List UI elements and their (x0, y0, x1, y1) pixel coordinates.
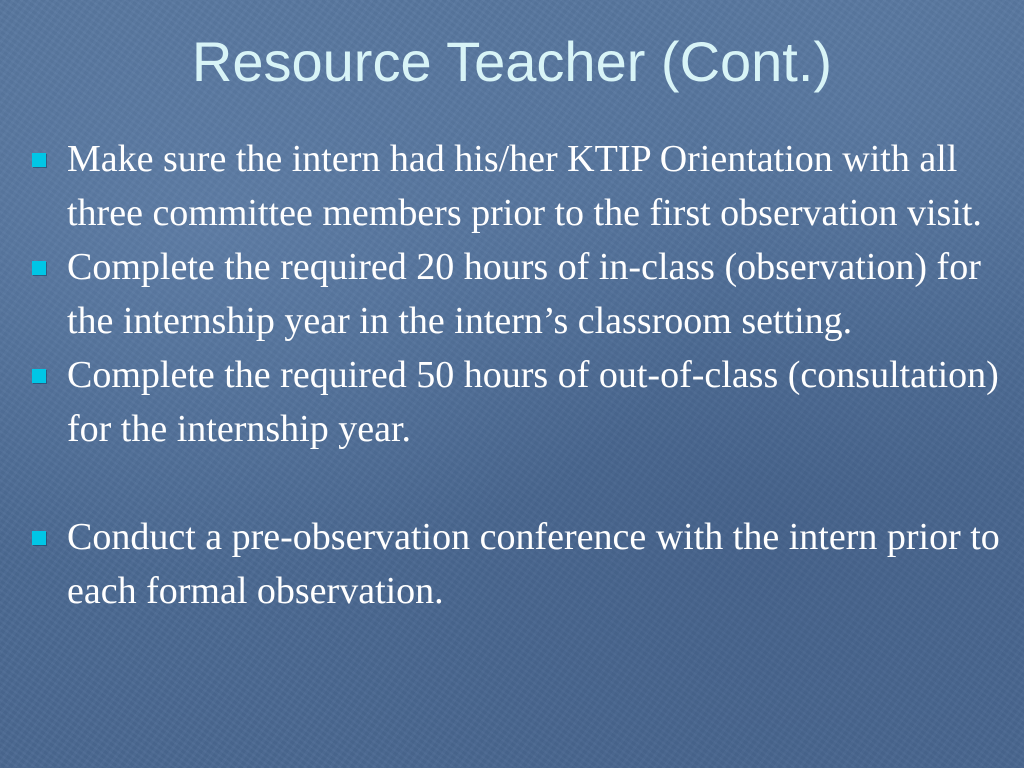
bullet-text: Complete the required 20 hours of in-class (observation) for the internship year in the intern’s classroom setting. (67, 246, 981, 342)
bullet-item (28, 510, 1003, 618)
square-bullet-icon (32, 153, 46, 167)
bullet-text: Conduct a pre-observation conference with the intern prior to each formal observation. (67, 516, 1000, 612)
bullet-item (28, 348, 1003, 456)
bullet-text: Make sure the intern had his/her KTIP Orientation with all three committee members prior to the first observation visit. (67, 138, 982, 234)
square-bullet-icon (32, 261, 46, 275)
bullet-list (28, 132, 1003, 618)
slide-title: Resource Teacher (Cont.) (191, 30, 833, 93)
bullet-item (28, 240, 1003, 348)
bullet-text: Complete the required 50 hours of out-of-class (consultation) for the internship year. (67, 354, 999, 450)
square-bullet-icon (32, 531, 46, 545)
bullet-item (28, 132, 1003, 240)
square-bullet-icon (32, 369, 46, 383)
